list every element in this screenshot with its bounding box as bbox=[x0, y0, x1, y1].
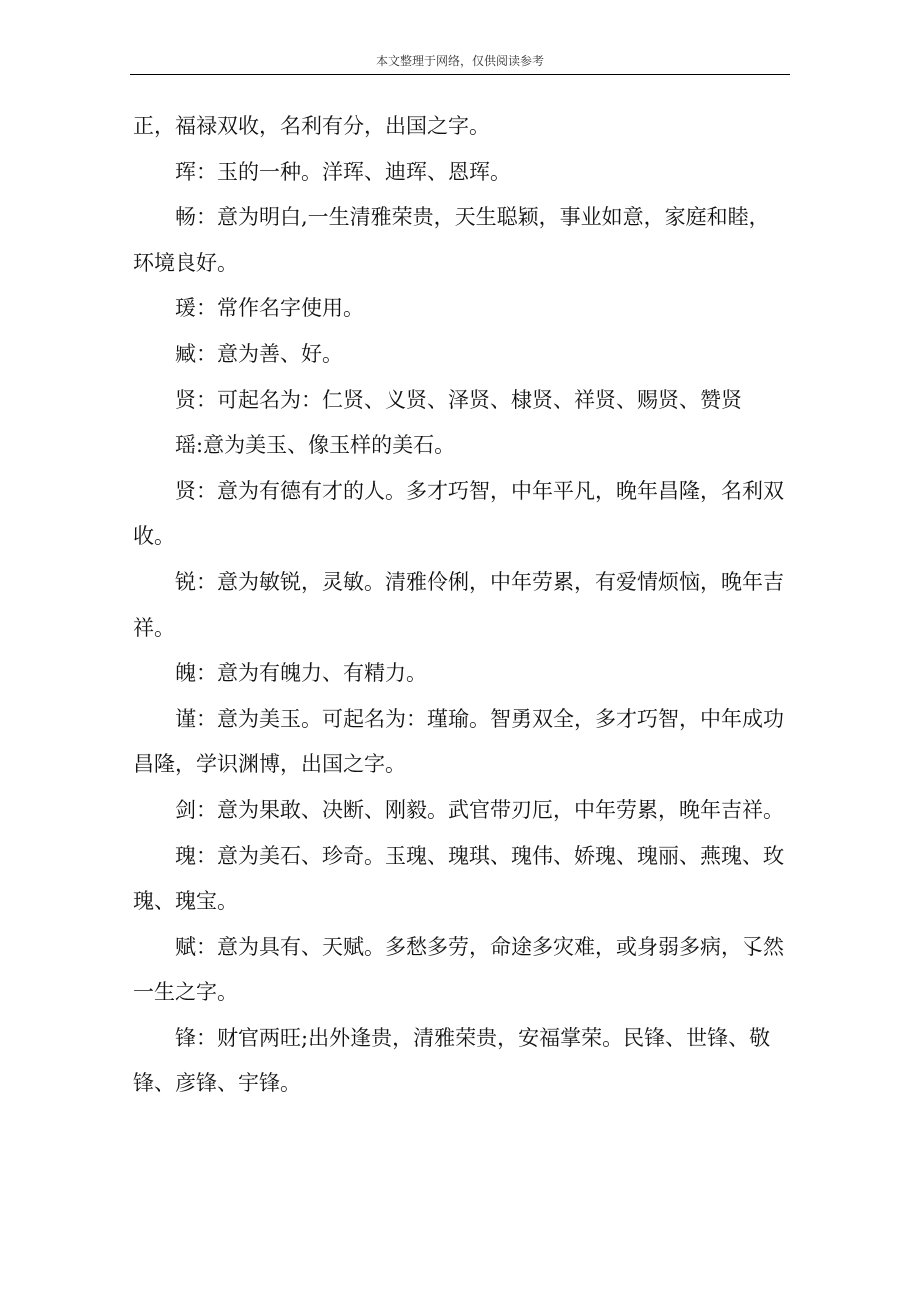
paragraph-10: 魄：意为有魄力、有精力。 bbox=[175, 661, 427, 686]
paragraph-14: 赋：意为具有、天赋。多愁多劳，命途多灾难，或身弱多病，孓然一生之字。 bbox=[133, 934, 784, 1005]
paragraph-9: 锐：意为敏锐，灵敏。清雅伶俐，中年劳累，有爱情烦恼，晚年吉祥。 bbox=[133, 569, 784, 640]
document-body bbox=[133, 104, 788, 1107]
header-divider bbox=[130, 74, 790, 75]
page-header: 本文整理于网络，仅供阅读参考 bbox=[375, 54, 544, 68]
paragraph-4: 瑗：常作名字使用。 bbox=[175, 296, 364, 321]
paragraph-12: 剑：意为果敢、决断、刚毅。武官带刃厄，中年劳累，晚年吉祥。 bbox=[175, 797, 784, 822]
paragraph-7: 瑶:意为美玉、像玉样的美石。 bbox=[175, 433, 456, 458]
paragraph-5: 臧：意为善、好。 bbox=[175, 341, 343, 366]
paragraph-6: 贤：可起名为：仁贤、义贤、泽贤、棣贤、祥贤、赐贤、赞贤 bbox=[175, 387, 742, 412]
paragraph-2: 珲：玉的一种。洋珲、迪珲、恩珲。 bbox=[175, 159, 511, 184]
paragraph-3: 畅：意为明白,一生清雅荣贵，天生聪颖，事业如意，家庭和睦，环境良好。 bbox=[133, 205, 770, 275]
paragraph-1: 正，福禄双收，名利有分，出国之字。 bbox=[133, 114, 490, 138]
paragraph-11: 谨：意为美玉。可起名为：瑾瑜。智勇双全，多才巧智，中年成功昌隆，学识渊博，出国之字。 bbox=[133, 706, 784, 777]
paragraph-8: 贤：意为有德有才的人。多才巧智，中年平凡，晚年昌隆，名利双收。 bbox=[133, 478, 784, 549]
paragraph-13: 瑰：意为美石、珍奇。玉瑰、瑰琪、瑰伟、娇瑰、瑰丽、燕瑰、玫瑰、瑰宝。 bbox=[133, 843, 784, 914]
paragraph-15: 锋：财官两旺;出外逢贵，清雅荣贵，安福掌荣。民锋、世锋、敬锋、彦锋、宇锋。 bbox=[133, 1025, 771, 1096]
